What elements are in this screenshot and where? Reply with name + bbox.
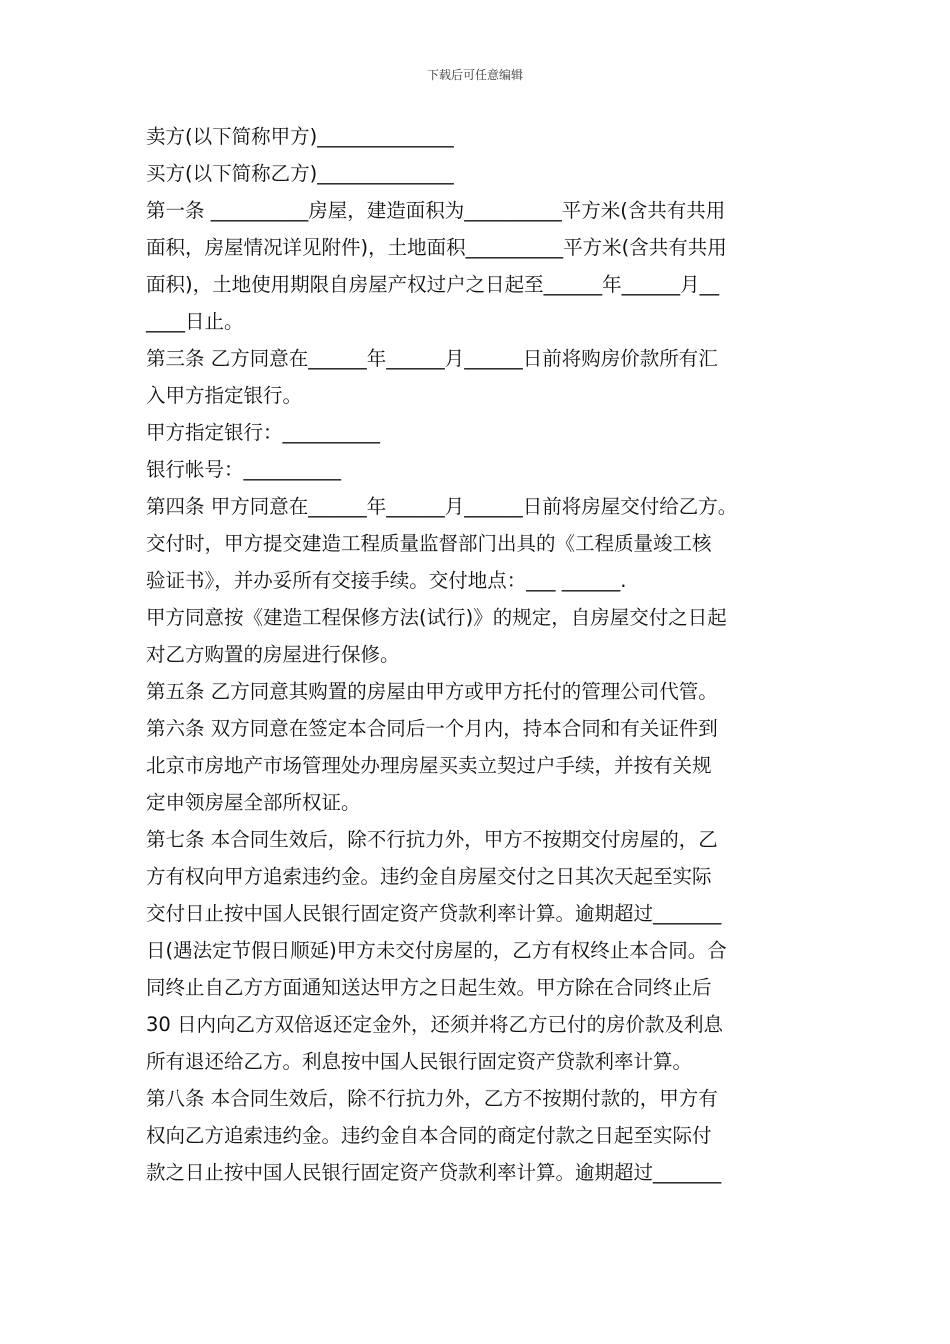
- text-line: 权向乙方追索违约金。违约金自本合同的商定付款之日起至实际付: [146, 1124, 712, 1147]
- text-line: 第三条 乙方同意在______年______月______日前将购房价款所有汇: [146, 347, 718, 370]
- text-line: 所有退还给乙方。利息按中国人民银行固定资产贷款利率计算。: [146, 1050, 693, 1073]
- text-line: 款之日止按中国人民银行固定资产贷款利率计算。逾期超过_______: [146, 1161, 722, 1184]
- text-line: 第五条 乙方同意其购置的房屋由甲方或甲方托付的管理公司代管。: [146, 680, 718, 703]
- text-line: 第一条 __________房屋，建造面积为__________平方米(含共有共用: [146, 199, 726, 222]
- text-line: 交付时，甲方提交建造工程质量监督部门出具的《工程质量竣工核: [146, 532, 712, 555]
- text-line: 买方(以下简称乙方)______________: [146, 162, 454, 185]
- text-line: 银行帐号：__________: [146, 458, 342, 481]
- text-line: 卖方(以下简称甲方)______________: [146, 125, 454, 148]
- text-line: 入甲方指定银行。: [146, 384, 303, 407]
- text-line: 第六条 双方同意在签定本合同后一个月内，持本合同和有关证件到: [146, 717, 718, 740]
- text-line: 30 日内向乙方双倍返还定金外，还须并将乙方已付的房价款及利息: [146, 1013, 724, 1036]
- text-line: 日(遇法定节假日顺延)甲方未交付房屋的，乙方有权终止本合同。合: [146, 939, 727, 962]
- text-line: 甲方指定银行：__________: [146, 421, 381, 444]
- text-line: 北京市房地产市场管理处办理房屋买卖立契过户手续，并按有关规: [146, 754, 712, 777]
- text-line: 对乙方购置的房屋进行保修。: [146, 643, 400, 666]
- text-line: ____日止。: [146, 310, 244, 333]
- text-line: 交付日止按中国人民银行固定资产贷款利率计算。逾期超过_______: [146, 902, 722, 925]
- contract-body: [146, 118, 826, 1191]
- text-line: 方有权向甲方追索违约金。违约金自房屋交付之日其次天起至实际: [146, 865, 712, 888]
- text-line: 定申领房屋全部所权证。: [146, 791, 361, 814]
- page-header-note: 下载后可任意编辑: [426, 68, 523, 82]
- text-line: 验证书》，并办妥所有交接手续。交付地点：___ ______.: [146, 569, 627, 592]
- text-line: 第八条 本合同生效后，除不行抗力外，乙方不按期付款的，甲方有: [146, 1087, 718, 1110]
- text-line: 面积，房屋情况详见附件)，土地面积__________平方米(含共有共用: [146, 236, 727, 259]
- text-line: 第四条 甲方同意在______年______月______日前将房屋交付给乙方。: [146, 495, 738, 518]
- text-line: 同终止自乙方方面通知送达甲方之日起生效。甲方除在合同终止后: [146, 976, 712, 999]
- text-line: 面积)，土地使用期限自房屋产权过户之日起至______年______月__: [146, 273, 720, 296]
- text-line: 第七条 本合同生效后，除不行抗力外，甲方不按期交付房屋的，乙: [146, 828, 718, 851]
- text-line: 甲方同意按《建造工程保修方法(试行)》的规定，自房屋交付之日起: [146, 606, 727, 629]
